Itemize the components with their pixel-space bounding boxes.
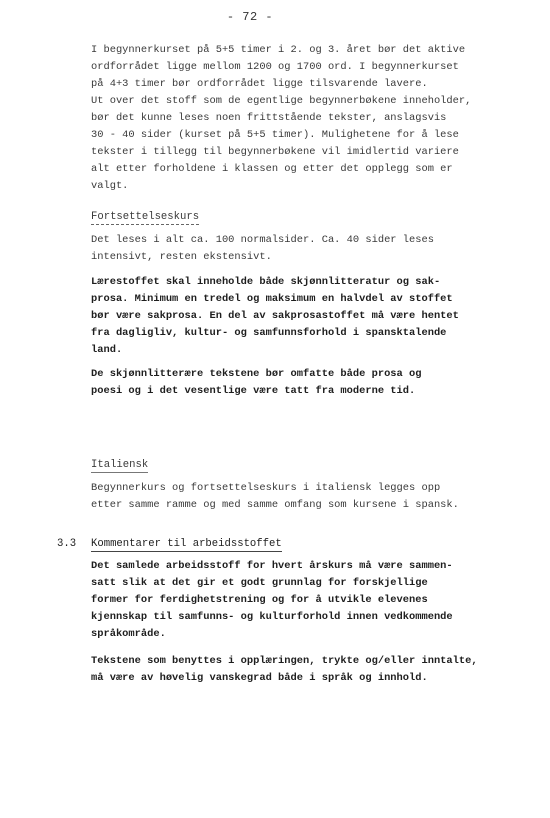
page-number: - 72 - (226, 10, 274, 24)
text-line: tekster i tillegg til begynnerbøkene vil imidlertid variere (91, 146, 459, 158)
text-line: bør det kunne leses noen frittstående tekster, anslagsvis (91, 112, 447, 124)
text-line: I begynnerkurset på 5+5 timer i 2. og 3. året bør det aktive (91, 44, 466, 56)
paragraph-arbeidsstoff (91, 558, 453, 643)
heading-kommentarer: Kommentarer til arbeidsstoffet (91, 538, 282, 550)
text-line: Det samlede arbeidsstoff for hvert årskurs må være sammen- (91, 560, 453, 572)
paragraph-laerestoff (91, 274, 459, 359)
text-line: 30 - 40 sider (kurset på 5+5 timer). Mulighetene for å lese (91, 129, 459, 141)
section-number: 3.3 (57, 538, 77, 550)
text-line: land. (91, 344, 123, 356)
heading-fortsettelseskurs: Fortsettelseskurs (91, 211, 200, 223)
text-line: ordforrådet ligge mellom 1200 og 1700 ord. I begynnerkurset (91, 61, 459, 73)
text-line: bør være sakprosa. En del av sakprosastoffet må være hentet (91, 310, 459, 322)
heading-italiensk: Italiensk (91, 459, 149, 471)
text-line: språkområde. (91, 628, 166, 640)
paragraph-tekstene (91, 653, 478, 687)
text-line: satt slik at det gir et godt grunnlag for forskjellige (91, 577, 428, 589)
text-line: på 4+3 timer bør ordforrådet ligge tilsvarende lavere. (91, 78, 428, 90)
paragraph-begynnerkurs (91, 42, 471, 195)
paragraph-fortsettelseskurs-omfang (91, 232, 434, 266)
paragraph-skjonnlitteratur (91, 366, 421, 400)
text-line: kjennskap til samfunns- og kulturforhold innen vedkommende (91, 611, 453, 623)
text-line: må være av høvelig vanskegrad både i språk og innhold. (91, 672, 428, 684)
text-line: Lærestoffet skal inneholde både skjønnlitteratur og sak- (91, 276, 441, 288)
paragraph-italiensk (91, 480, 459, 514)
text-line: Tekstene som benyttes i opplæringen, trykte og/eller inntalte, (91, 655, 478, 667)
text-line: former for ferdighetstrening og for å utvikle elevenes (91, 594, 428, 606)
text-line: etter samme ramme og med samme omfang som kursene i spansk. (91, 499, 459, 511)
text-line: valgt. (91, 180, 129, 192)
text-line: Det leses i alt ca. 100 normalsider. Ca. 40 sider leses (91, 234, 434, 246)
text-line: fra dagligliv, kultur- og samfunnsforhold i spansktalende (91, 327, 447, 339)
text-line: intensivt, resten ekstensivt. (91, 251, 272, 263)
text-line: Begynnerkurs og fortsettelseskurs i italiensk legges opp (91, 482, 441, 494)
text-line: Ut over det stoff som de egentlige begynnerbøkene inneholder, (91, 95, 472, 107)
text-line: prosa. Minimum en tredel og maksimum en halvdel av stoffet (91, 293, 453, 305)
text-line: alt etter forholdene i klassen og etter det opplegg som er (91, 163, 453, 175)
text-line: De skjønnlitterære tekstene bør omfatte både prosa og (91, 368, 422, 380)
text-line: poesi og i det vesentlige være tatt fra moderne tid. (91, 385, 416, 397)
